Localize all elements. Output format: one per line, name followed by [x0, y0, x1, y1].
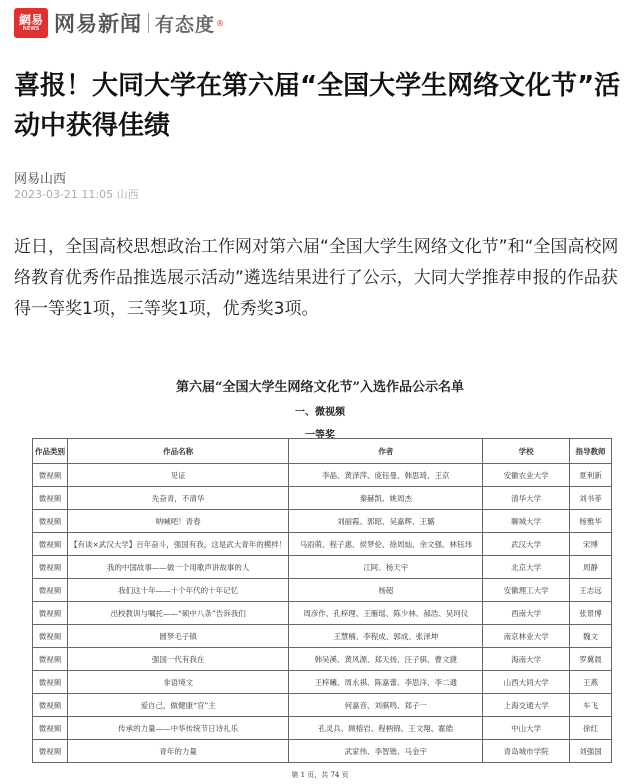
table-cell: 微视频 [33, 487, 68, 510]
article-timestamp: 2023-03-21 11:05 [14, 188, 114, 201]
brand-slogan: 有态度 [155, 13, 216, 36]
table-cell: 青年的力量 [68, 740, 289, 763]
award-table [32, 438, 612, 763]
table-cell: 李晶、黄泽萍、庞钰曼、韩思琦、王京 [289, 464, 483, 487]
netease-logo[interactable] [14, 8, 48, 38]
header-work: 作品名称 [68, 439, 289, 464]
table-cell: 刘丽霞、郭昭、吴嘉辉、王璐 [289, 510, 483, 533]
table-cell: 韩吴溪、黄风源、郑天扬、汪子骐、曹文捷 [289, 648, 483, 671]
table-cell: 孔灵兵、顾榕岩、程柄锦、王文翔、霍皓 [289, 717, 483, 740]
article-location: 山西 [116, 188, 139, 201]
table-cell: 聊城大学 [483, 510, 570, 533]
header-authors: 作者 [289, 439, 483, 464]
table-row [33, 510, 612, 533]
table-cell: 微视频 [33, 625, 68, 648]
table-cell: 山西大同大学 [483, 671, 570, 694]
table-cell: 我的中国故事——做一个用歌声讲故事的人 [68, 556, 289, 579]
brand-name[interactable]: 网易新闻 [54, 12, 142, 36]
table-cell: 秦赫凯、姚周杰 [289, 487, 483, 510]
table-row [33, 671, 612, 694]
article-title: 喜报！大同大学在第六届“全国大学生网络文化节”活动中获得佳绩 [14, 71, 621, 141]
table-cell: 非语境文 [68, 671, 289, 694]
logo-sub: NEWS [22, 25, 40, 32]
table-cell: 微视频 [33, 533, 68, 556]
table-cell: 微视频 [33, 717, 68, 740]
divider [148, 13, 149, 33]
table-row [33, 740, 612, 763]
table-row [33, 533, 612, 556]
table-cell: 杨雅华 [569, 510, 611, 533]
table-header-row [33, 439, 612, 464]
table-cell: 西南大学 [483, 602, 570, 625]
table-row [33, 579, 612, 602]
table-cell: 微视频 [33, 579, 68, 602]
table-cell: 安徽农业大学 [483, 464, 570, 487]
table-cell: 【有谈×武汉大学】百年奋斗，强国有我，这是武大青年的模样！ [68, 533, 289, 556]
table-cell: 周静 [569, 556, 611, 579]
table-cell: 微视频 [33, 556, 68, 579]
table-row [33, 717, 612, 740]
table-cell: 夏利新 [569, 464, 611, 487]
table-cell: 传承的力量——中华传统节日诗礼乐 [68, 717, 289, 740]
table-cell: 微视频 [33, 464, 68, 487]
table-cell: 爱自己，做健康“官”主 [68, 694, 289, 717]
table-cell: 安徽理工大学 [483, 579, 570, 602]
table-cell: 武汉大学 [483, 533, 570, 556]
table-cell: 刘强国 [569, 740, 611, 763]
header-teacher: 指导教师 [569, 439, 611, 464]
document-page-number: 第 1 页，共 74 页 [291, 771, 349, 779]
table-cell: 上海交通大学 [483, 694, 570, 717]
table-cell: 宋博 [569, 533, 611, 556]
table-cell: 强国一代有我在 [68, 648, 289, 671]
table-cell: 江阿、杨天宇 [289, 556, 483, 579]
document-award: 一等奖 [305, 430, 335, 441]
logo-text: 網易 [18, 12, 43, 27]
registered-mark: ® [216, 18, 225, 28]
table-cell: 中山大学 [483, 717, 570, 740]
article-source[interactable]: 网易山西 [14, 172, 67, 187]
table-row [33, 694, 612, 717]
table-row [33, 464, 612, 487]
table-cell: 魏文 [569, 625, 611, 648]
header-school: 学校 [483, 439, 570, 464]
table-cell: 王志远 [569, 579, 611, 602]
table-cell: 微视频 [33, 602, 68, 625]
header-category: 作品类别 [33, 439, 68, 464]
table-cell: 王慧楠、李程成、郭成、张泽坤 [289, 625, 483, 648]
document-section: 一、微视频 [295, 407, 345, 418]
article-meta [14, 186, 139, 202]
table-cell: 呐喊吧！青春 [68, 510, 289, 533]
table-cell: 周彦作、孔梓理、王雁瑶、陈少林、郝浩、吴珂仪 [289, 602, 483, 625]
table-cell: 南京林业大学 [483, 625, 570, 648]
table-cell: 何嘉音、刘骐鸣、郑子一 [289, 694, 483, 717]
table-cell: 王梓曦、周永祺、陈嘉蕾、李思洋、李二通 [289, 671, 483, 694]
table-row [33, 625, 612, 648]
table-cell: 微视频 [33, 694, 68, 717]
table-cell: 微视频 [33, 510, 68, 533]
table-cell: 微视频 [33, 648, 68, 671]
table-cell: 出校教训与嘱托——“硕中八条”告诉我们 [68, 602, 289, 625]
table-cell: 马雨萌、程子惠、侯梦伦、徐周灿、余文强、林钰玮 [289, 533, 483, 556]
table-row [33, 602, 612, 625]
table-cell: 我们这十年——十个年代的十年记忆 [68, 579, 289, 602]
document-image [24, 372, 616, 784]
table-cell: 张景博 [569, 602, 611, 625]
table-cell: 青岛城市学院 [483, 740, 570, 763]
table-cell: 武家伟、李智锴、马金宇 [289, 740, 483, 763]
table-cell: 清华大学 [483, 487, 570, 510]
document-title: 第六届“全国大学生网络文化节”入选作品公示名单 [176, 380, 464, 395]
table-cell: 罗冀晨 [569, 648, 611, 671]
table-row [33, 487, 612, 510]
table-row [33, 556, 612, 579]
table-cell: 圆梦毛子镇 [68, 625, 289, 648]
table-cell: 海南大学 [483, 648, 570, 671]
table-cell: 微视频 [33, 740, 68, 763]
table-cell: 杨超 [289, 579, 483, 602]
site-header [14, 8, 224, 38]
table-cell: 北京大学 [483, 556, 570, 579]
table-cell: 王燕 [569, 671, 611, 694]
table-cell: 刘书菲 [569, 487, 611, 510]
article-paragraph: 近日，全国高校思想政治工作网对第六届“全国大学生网络文化节”和“全国高校网络教育优秀作品推选展示活动”遴选结果进行了公示，大同大学推荐申报的作品获得一等奖1项，三等奖1项，优秀奖3项。 [14, 237, 619, 319]
table-cell: 微视频 [33, 671, 68, 694]
table-cell: 见证 [68, 464, 289, 487]
table-cell: 徐红 [569, 717, 611, 740]
table-cell: 先奋青，不清华 [68, 487, 289, 510]
table-cell: 车飞 [569, 694, 611, 717]
table-row [33, 648, 612, 671]
